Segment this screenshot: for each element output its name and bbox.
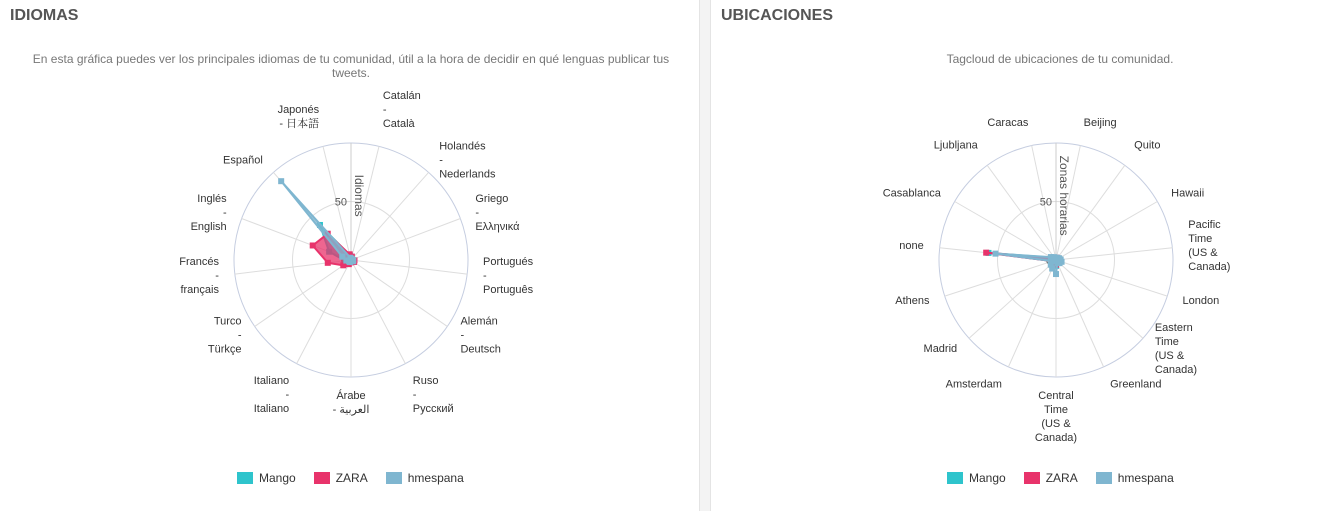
category-label: Holandés -Nederlands [439, 140, 496, 181]
data-point[interactable] [310, 242, 316, 248]
idiomas-radar-chart [0, 0, 699, 460]
idiomas-title: IDIOMAS [10, 7, 79, 24]
category-label: Italiano -Italiano [253, 374, 290, 415]
ubicaciones-title: UBICACIONES [721, 7, 834, 24]
legend-item-hmespana[interactable]: hmespana [1096, 471, 1174, 485]
category-label: Alemán -Deutsch [460, 315, 501, 356]
category-label: Casablanca [882, 187, 941, 200]
category-label: Madrid [923, 342, 958, 355]
spoke-line [945, 260, 1056, 296]
data-point[interactable] [278, 178, 284, 184]
data-point[interactable] [1053, 255, 1059, 261]
category-label: Amsterdam [945, 378, 1002, 391]
data-point[interactable] [325, 260, 331, 266]
category-label: Español [223, 154, 263, 167]
category-label: Ruso -Русский [412, 374, 454, 415]
category-label: Greenland [1110, 378, 1162, 391]
legend-swatch-hmespana [1096, 472, 1112, 484]
ubicaciones-panel [710, 0, 1334, 511]
legend-item-hmespana[interactable]: hmespana [386, 471, 464, 485]
category-label: Francés -français [179, 256, 219, 297]
data-point[interactable] [339, 254, 345, 260]
legend-item-zara[interactable]: ZARA [1024, 471, 1078, 485]
spoke-line [351, 260, 405, 364]
category-label: Pacific Time (US & Canada) [1188, 219, 1231, 274]
legend-swatch-mango [947, 472, 963, 484]
category-label: Japonés - 日本語 [277, 103, 320, 130]
category-label: Catalán -Català [382, 89, 421, 130]
category-label: Ljubljana [933, 139, 978, 152]
data-point[interactable] [347, 255, 353, 261]
category-label: Athens [895, 295, 930, 308]
spoke-line [1056, 260, 1167, 296]
category-label: Griego -Ελληνικά [475, 192, 520, 233]
category-label: Hawaii [1171, 187, 1205, 200]
spoke-line [1056, 260, 1143, 338]
spoke-line [1056, 260, 1104, 367]
ubicaciones-legend [947, 471, 1174, 485]
spoke-line [1008, 260, 1056, 367]
legend-swatch-zara [1024, 472, 1040, 484]
axis-title: Zonas horarias [1057, 155, 1071, 236]
category-label: Turco -Türkçe [207, 315, 242, 356]
idiomas-description: En esta gráfica puedes ver los principales idiomas de tu comunidad, útil a la hora de decidir en qué lenguas publicar tus tweets. [32, 52, 670, 80]
category-label: Beijing [1083, 116, 1117, 129]
legend-item-mango[interactable]: Mango [237, 471, 296, 485]
legend-item-mango[interactable]: Mango [947, 471, 1006, 485]
ubicaciones-description: Tagcloud de ubicaciones de tu comunidad. [946, 52, 1174, 66]
tick-label: 50 [1039, 196, 1052, 209]
category-label: Quito [1134, 139, 1161, 152]
spoke-line [297, 260, 351, 364]
legend-swatch-hmespana [386, 472, 402, 484]
category-label: Portugués -Português [483, 256, 534, 297]
category-label: Inglés -English [190, 192, 227, 233]
category-label: Eastern Time (US & Canada) [1154, 321, 1198, 376]
spoke-line [969, 260, 1056, 338]
tick-label: 50 [334, 196, 347, 209]
ubicaciones-radar-chart [711, 0, 1334, 460]
category-label: Árabe - العربية [332, 390, 370, 416]
data-point[interactable] [1053, 271, 1059, 277]
legend-swatch-zara [314, 472, 330, 484]
category-label: none [899, 240, 924, 253]
legend-item-zara[interactable]: ZARA [314, 471, 368, 485]
axis-title: Idiomas [352, 174, 366, 217]
spoke-line [351, 219, 460, 260]
data-point[interactable] [992, 251, 998, 257]
legend-swatch-mango [237, 472, 253, 484]
category-label: London [1182, 295, 1220, 308]
data-point[interactable] [983, 250, 989, 256]
category-label: Central Time (US & Canada) [1034, 390, 1078, 444]
idiomas-legend [237, 471, 464, 485]
category-label: Caracas [987, 116, 1029, 129]
